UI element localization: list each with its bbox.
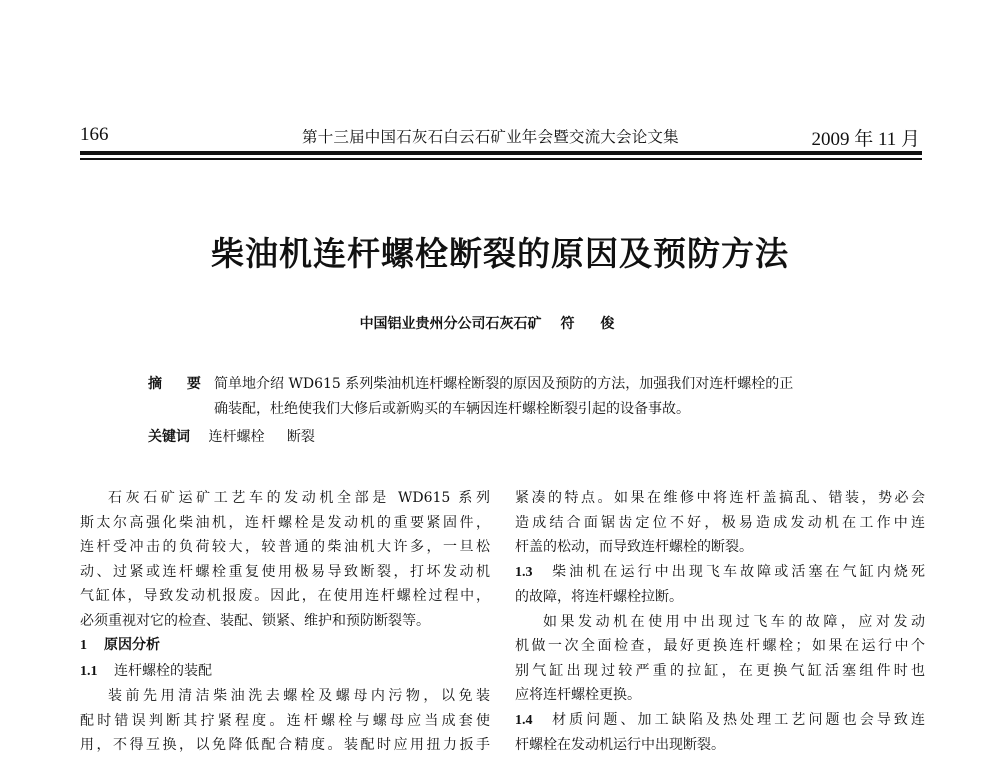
section-title-cont: 杆螺栓在发动机运行中出现断裂。 — [515, 737, 725, 753]
section-heading-1-4 — [515, 708, 925, 734]
affiliation: 中国铝业贵州分公司石灰石矿 — [359, 316, 542, 332]
abstract-line: 简单地介绍 WD615 系列柴油机连杆螺栓断裂的原因及预防的方法，加强我们对连杆螺栓的正 — [214, 376, 794, 392]
body-line: 配时错误判断其拧紧程度。连杆螺栓与螺母应当成套使 — [80, 712, 490, 729]
section-title-cont: 的故障，将连杆螺栓拉断。 — [515, 589, 683, 605]
author-name: 符俊 — [560, 316, 641, 332]
byline — [0, 313, 1000, 333]
section-title: 原因分析 — [104, 637, 160, 653]
issue-date: 2009 年 11 月 — [811, 129, 920, 150]
body-line: 必须重视对它的检查、装配、锁紧、维护和预防断裂等。 — [80, 612, 430, 629]
body-line: 连杆受冲击的负荷较大，较普通的柴油机大许多，一旦松 — [80, 539, 490, 555]
page-number: 166 — [80, 124, 109, 145]
abstract-line: 确装配，杜绝使我们大修后或新购买的车辆因连杆螺栓断裂引起的设备事故。 — [214, 401, 690, 417]
body-line: 如果发动机在使用中出现过飞车的故障，应对发动 — [543, 613, 925, 630]
body-line: 杆盖的松动，而导致连杆螺栓的断裂。 — [515, 539, 753, 555]
body-line: 机做一次全面检查，最好更换连杆螺栓；如果在运行中个 — [515, 638, 925, 654]
body-line: 石灰石矿运矿工艺车的发动机全部是 WD615 系列 — [108, 490, 490, 506]
body-line: 应将连杆螺栓更换。 — [515, 687, 641, 703]
left-column — [80, 486, 490, 758]
header-rule-thick — [80, 151, 922, 155]
article-title: 柴油机连杆螺栓断裂的原因及预防方法 — [211, 234, 789, 273]
keywords-label: 关键词 — [148, 429, 190, 445]
section-heading-1 — [80, 633, 490, 659]
body-line: 斯太尔高强化柴油机，连杆螺栓是发动机的重要紧固件， — [80, 514, 490, 531]
body-line: 用，不得互换，以免降低配合精度。装配时应用扭力扳手 — [80, 737, 490, 753]
body-line: 紧凑的特点。如果在维修中将连杆盖搞乱、错装，势必会 — [515, 490, 925, 506]
section-heading-1-1 — [80, 659, 490, 685]
journal-title: 第十三届中国石灰石白云石矿业年会暨交流大会论文集 — [302, 128, 679, 146]
section-number: 1.4 — [515, 712, 533, 728]
body-line: 气缸体，导致发动机报废。因此，在使用连杆螺栓过程中， — [80, 588, 490, 604]
right-column — [515, 486, 925, 758]
section-number: 1.3 — [515, 564, 533, 580]
keyword: 连杆螺栓 — [208, 429, 265, 445]
section-title: 连杆螺栓的装配 — [114, 662, 212, 679]
running-header — [80, 124, 920, 148]
section-number: 1.1 — [80, 663, 98, 679]
body-line: 造成结合面锯齿定位不好，极易造成发动机在工作中连 — [515, 514, 925, 531]
keyword: 断裂 — [286, 429, 315, 445]
section-title: 柴油机在运行中出现飞车故障或活塞在气缸内烧死 — [549, 563, 925, 580]
keywords — [148, 426, 333, 446]
body-line: 别气缸出现过较严重的拉缸，在更换气缸活塞组件时也 — [515, 662, 925, 679]
section-number: 1 — [80, 638, 87, 653]
body-line: 装前先用清洁柴油洗去螺栓及螺母内污物，以免装 — [108, 688, 490, 704]
abstract-label: 摘 要 — [148, 376, 211, 392]
section-heading-1-3 — [515, 560, 925, 586]
section-title: 材质问题、加工缺陷及热处理工艺问题也会导致连 — [549, 711, 925, 728]
body-line: 动、过紧或连杆螺栓重复使用极易导致断裂，打坏发动机 — [80, 563, 490, 580]
header-rule-thin — [80, 158, 922, 160]
